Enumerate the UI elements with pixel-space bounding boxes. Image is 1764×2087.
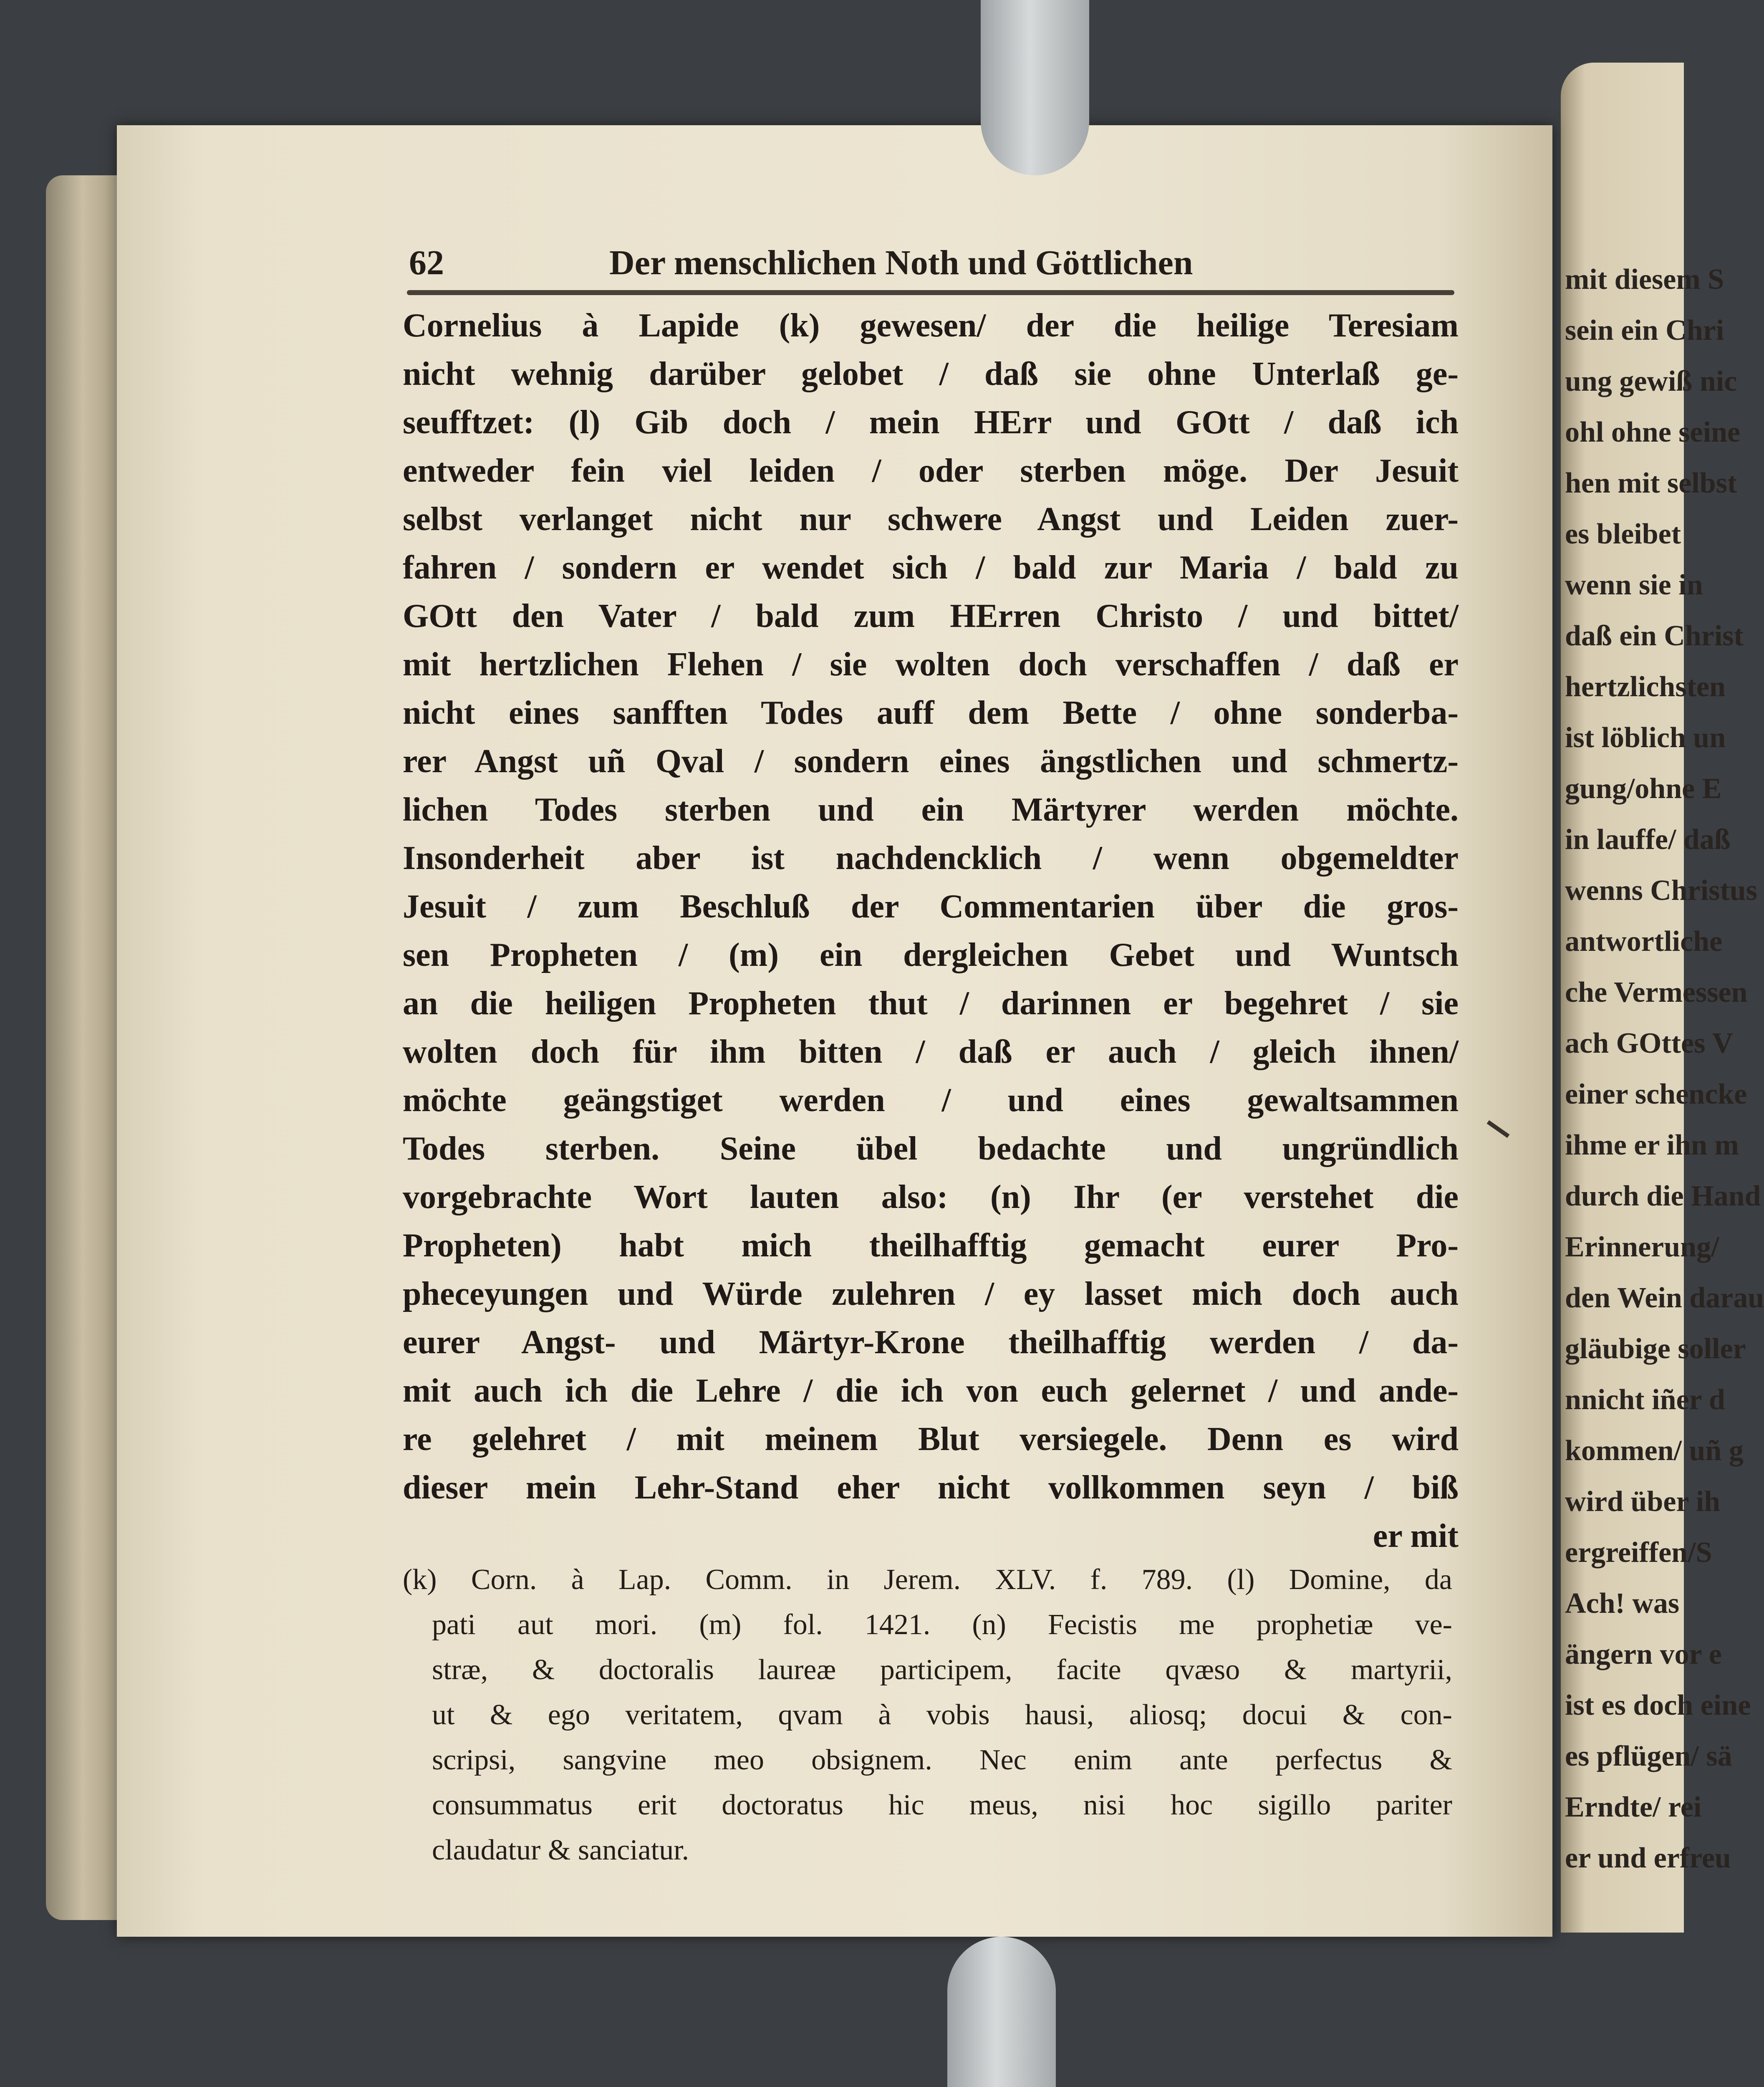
footnote-line: (k) Corn. à Lap. Comm. in Jerem. XLV. f. 789. (l) Domine, da	[403, 1564, 1452, 1596]
body-line: rer Angst uñ Qval / sondern eines ängstlichen und schmertz-	[403, 743, 1459, 780]
facing-page-line: ung gewiß nic	[1565, 365, 1737, 397]
body-line: Insonderheit aber ist nachdencklich / wenn obgemeldter	[403, 840, 1459, 877]
facing-page-line: ängern vor e	[1565, 1638, 1722, 1670]
binder-clip-bottom	[947, 1937, 1056, 2087]
facing-page-line: ihme er ihn m	[1565, 1129, 1739, 1161]
facing-page-line: nnicht iñer d	[1565, 1384, 1725, 1416]
footnote-line: pati aut mori. (m) fol. 1421. (n) Fecistis me prophetiæ ve-	[432, 1609, 1452, 1641]
facing-page-line: ist es doch eine	[1565, 1689, 1751, 1721]
facing-page-line: es bleibet	[1565, 518, 1681, 550]
facing-page	[1561, 63, 1764, 1933]
facing-page-line: wenn sie in	[1565, 569, 1703, 601]
body-line: GOtt den Vater / bald zum HErren Christo / und bittet/	[403, 598, 1459, 634]
facing-page-line: wird über ih	[1565, 1486, 1721, 1518]
body-line: pheceyungen und Würde zulehren / ey lasset mich doch auch	[403, 1276, 1459, 1312]
facing-page-line: mit diesem S	[1565, 263, 1724, 296]
catchword: er mit	[1373, 1518, 1459, 1554]
body-line: eurer Angst- und Märtyr-Krone theilhafftig werden / da-	[403, 1324, 1459, 1361]
body-line: möchte geängstiget werden / und eines gewaltsammen	[403, 1082, 1459, 1119]
page-number: 62	[409, 243, 444, 282]
facing-page-line: ach GOttes V	[1565, 1027, 1734, 1059]
facing-page-line: kommen/ uñ g	[1565, 1435, 1744, 1467]
body-line: vorgebrachte Wort lauten also: (n) Ihr (er verstehet die	[403, 1179, 1459, 1215]
footnote-line: scripsi, sangvine meo obsignem. Nec enim ante perfectus &	[432, 1744, 1452, 1776]
facing-page-line: daß ein Christ	[1565, 620, 1744, 652]
body-line: fahren / sondern er wendet sich / bald zur Maria / bald zu	[403, 549, 1459, 586]
body-line: sen Propheten / (m) ein dergleichen Gebet und Wuntsch	[403, 937, 1459, 973]
body-line: seufftzet: (l) Gib doch / mein HErr und GOtt / daß ich	[403, 404, 1459, 441]
facing-page-line: antwortliche	[1565, 925, 1723, 958]
facing-page-line: wenns Christus	[1565, 874, 1757, 907]
facing-page-line: den Wein darau	[1565, 1282, 1764, 1314]
footnote-line: ut & ego veritatem, qvam à vobis hausi, aliosq; docui & con-	[432, 1699, 1452, 1731]
body-line: nicht eines sanfften Todes auff dem Bette / ohne sonderba-	[403, 695, 1459, 731]
body-line: selbst verlanget nicht nur schwere Angst und Leiden zuer-	[403, 501, 1459, 538]
facing-page-line: hertzlichsten	[1565, 671, 1726, 703]
running-head: Der menschlichen Noth und Göttlichen	[609, 243, 1193, 282]
body-line: dieser mein Lehr-Stand eher nicht vollkommen seyn / biß	[403, 1469, 1459, 1506]
footnote-line: claudatur & sanciatur.	[432, 1834, 689, 1866]
facing-page-line: gläubige soller	[1565, 1333, 1746, 1365]
body-line: Jesuit / zum Beschluß der Commentarien über die gros-	[403, 888, 1459, 925]
facing-page-line: ohl ohne seine	[1565, 416, 1741, 448]
facing-page-line: Ach! was	[1565, 1587, 1680, 1620]
body-line: an die heiligen Propheten thut / darinnen er begehret / sie	[403, 985, 1459, 1022]
facing-page-line: einer schencke	[1565, 1078, 1747, 1110]
facing-page-line: ist löblich un	[1565, 722, 1726, 754]
facing-page-line: ergreiffen/S	[1565, 1536, 1712, 1569]
body-line: entweder fein viel leiden / oder sterben möge. Der Jesuit	[403, 452, 1459, 489]
facing-page-line: sein ein Chri	[1565, 314, 1724, 346]
facing-page-line: in lauffe/ daß	[1565, 824, 1731, 856]
body-line: lichen Todes sterben und ein Märtyrer werden möchte.	[403, 791, 1459, 828]
binder-clip-top	[981, 0, 1089, 175]
body-line: mit hertzlichen Flehen / sie wolten doch verschaffen / daß er	[403, 646, 1459, 683]
facing-page-line: che Vermessen	[1565, 976, 1748, 1008]
body-line: mit auch ich die Lehre / die ich von euch gelernet / und ande-	[403, 1372, 1459, 1409]
facing-page-line: Erinnerung/	[1565, 1231, 1719, 1263]
facing-page-line: hen mit selbst	[1565, 467, 1737, 499]
body-line: Cornelius à Lapide (k) gewesen/ der die heilige Teresiam	[403, 307, 1459, 344]
body-line: re gelehret / mit meinem Blut versiegele. Denn es wird	[403, 1421, 1459, 1458]
footnote-line: consummatus erit doctoratus hic meus, nisi hoc sigillo pariter	[432, 1789, 1452, 1821]
body-line: Propheten) habt mich theilhafftig gemacht eurer Pro-	[403, 1227, 1459, 1264]
facing-page-line: durch die Hand	[1565, 1180, 1761, 1212]
facing-page-line: es pflügen/ sä	[1565, 1740, 1732, 1772]
facing-page-line: gung/ohne E	[1565, 773, 1722, 805]
facing-page-line: Erndte/ rei	[1565, 1791, 1702, 1823]
body-line: nicht wehnig darüber gelobet / daß sie ohne Unterlaß ge-	[403, 356, 1459, 392]
footnote-line: stræ, & doctoralis laureæ participem, facite qvæso & martyrii,	[432, 1654, 1452, 1686]
body-line: Todes sterben. Seine übel bedachte und ungründlich	[403, 1130, 1459, 1167]
facing-page-line: er und erfreu	[1565, 1842, 1731, 1874]
header-rule	[407, 290, 1454, 295]
body-line: wolten doch für ihm bitten / daß er auch / gleich ihnen/	[403, 1033, 1459, 1070]
